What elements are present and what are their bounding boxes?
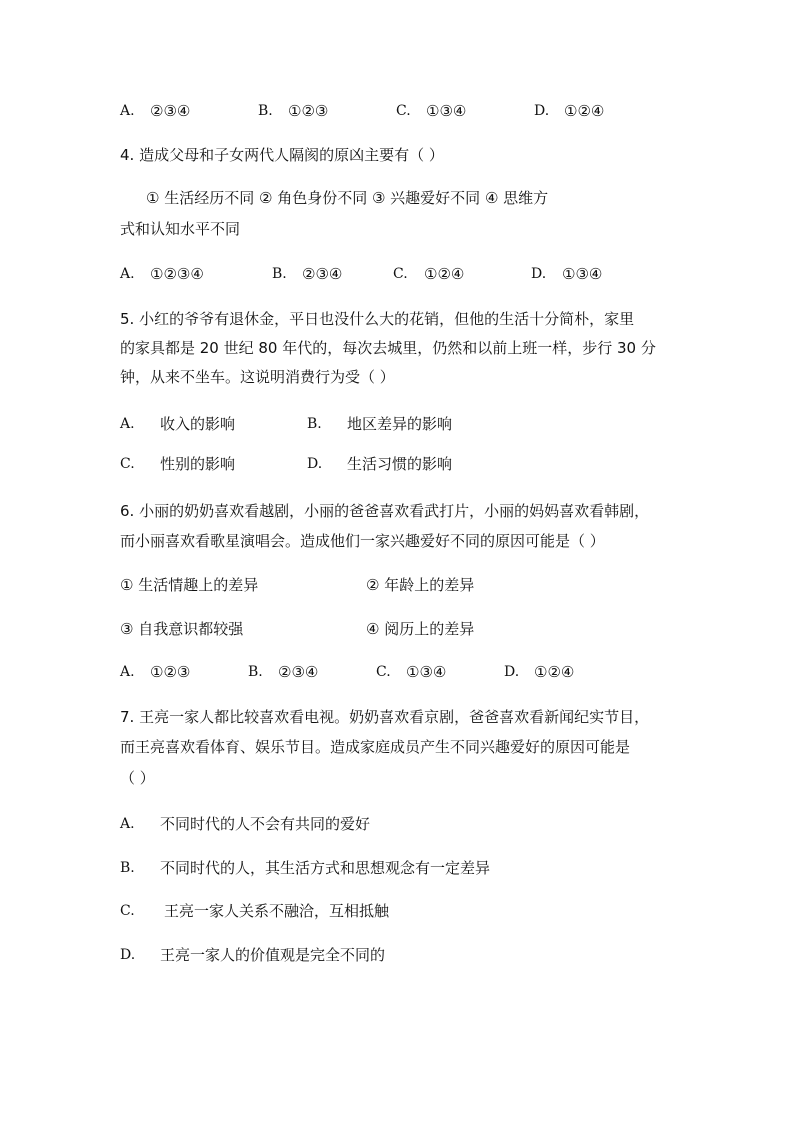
q6-option-a-text: ①②③ [150, 663, 191, 681]
q7-option-a-text: 不同时代的人不会有共同的爱好 [160, 815, 371, 833]
q5-option-b-letter: B. [307, 416, 322, 432]
q3-option-d-text: ①②④ [564, 102, 605, 120]
q3-option-a-text: ②③④ [150, 102, 191, 120]
q3-option-b-letter: B. [258, 103, 273, 119]
q6-option-c-letter: C. [376, 664, 391, 680]
q7-option-b-text: 不同时代的人，其生活方式和思想观念有一定差异 [160, 859, 491, 877]
q6-option-a-letter: A. [120, 664, 135, 680]
q5-option-d-letter: D. [307, 456, 323, 472]
q7-option-a-letter: A. [120, 816, 135, 832]
q4-option-d-letter: D. [531, 266, 547, 282]
q4-stem: 4. 造成父母和子女两代人隔阂的原凶主要有（ ） [120, 146, 444, 164]
q4-option-c-letter: C. [393, 266, 408, 282]
q5-option-c-text: 性别的影响 [160, 455, 236, 473]
q7-option-c-text: 王亮一家人关系不融洽，互相抵触 [164, 902, 390, 920]
q7-stem-line2: 而王亮喜欢看体育、娱乐节目。造成家庭成员产生不同兴趣爱好的原因可能是 [120, 738, 631, 756]
q6-item-2: ② 年龄上的差异 [366, 576, 475, 594]
q3-option-a-letter: A. [120, 103, 135, 119]
q6-option-b-text: ②③④ [278, 663, 319, 681]
q5-option-a-letter: A. [120, 416, 135, 432]
q4-items-line2: 式和认知水平不同 [120, 220, 241, 238]
q5-option-b-text: 地区差异的影响 [347, 415, 453, 433]
q4-option-a-text: ①②③④ [150, 265, 204, 283]
q5-stem-line3: 钟，从来不坐车。这说明消费行为受（ ） [120, 368, 395, 386]
q3-option-c-text: ①③④ [426, 102, 467, 120]
q3-option-c-letter: C. [396, 103, 411, 119]
q5-option-d-text: 生活习惯的影响 [347, 455, 453, 473]
q6-item-3: ③ 自我意识都较强 [120, 620, 244, 638]
q7-option-c-letter: C. [120, 903, 135, 919]
q4-option-b-letter: B. [272, 266, 287, 282]
q4-option-b-text: ②③④ [302, 265, 343, 283]
q6-stem-line2: 而小丽喜欢看歌星演唱会。造成他们一家兴趣爱好不同的原因可能是（ ） [120, 532, 605, 550]
q5-stem-line1: 5. 小红的爷爷有退休金，平日也没什么大的花销，但他的生活十分简朴，家里 [120, 310, 635, 328]
q6-option-c-text: ①③④ [406, 663, 447, 681]
q6-item-1: ① 生活情趣上的差异 [120, 576, 259, 594]
q5-option-a-text: 收入的影响 [160, 415, 236, 433]
q7-option-b-letter: B. [120, 860, 135, 876]
q6-option-d-text: ①②④ [534, 663, 575, 681]
q3-option-b-text: ①②③ [288, 102, 329, 120]
q5-stem-line2: 的家具都是 20 世纪 80 年代的，每次去城里，仍然和以前上班一样，步行 30 分 [120, 339, 656, 357]
q6-item-4: ④ 阅历上的差异 [366, 620, 475, 638]
q6-option-d-letter: D. [504, 664, 520, 680]
q7-option-d-text: 王亮一家人的价值观是完全不同的 [160, 946, 386, 964]
q7-stem-line3: （ ） [120, 769, 155, 787]
q7-stem-line1: 7. 王亮一家人都比较喜欢看电视。奶奶喜欢看京剧，爸爸喜欢看新闻纪实节目， [120, 708, 650, 726]
q3-option-d-letter: D. [534, 103, 550, 119]
q6-stem-line1: 6. 小丽的奶奶喜欢看越剧，小丽的爸爸喜欢看武打片，小丽的妈妈喜欢看韩剧， [120, 502, 650, 520]
q7-option-d-letter: D. [120, 947, 136, 963]
q4-option-a-letter: A. [120, 266, 135, 282]
q6-option-b-letter: B. [248, 664, 263, 680]
q4-option-c-text: ①②④ [424, 265, 465, 283]
q4-items-line1: ① 生活经历不同 ② 角色身份不同 ③ 兴趣爱好不同 ④ 思维方 [146, 189, 549, 207]
q4-option-d-text: ①③④ [562, 265, 603, 283]
q5-option-c-letter: C. [120, 456, 135, 472]
